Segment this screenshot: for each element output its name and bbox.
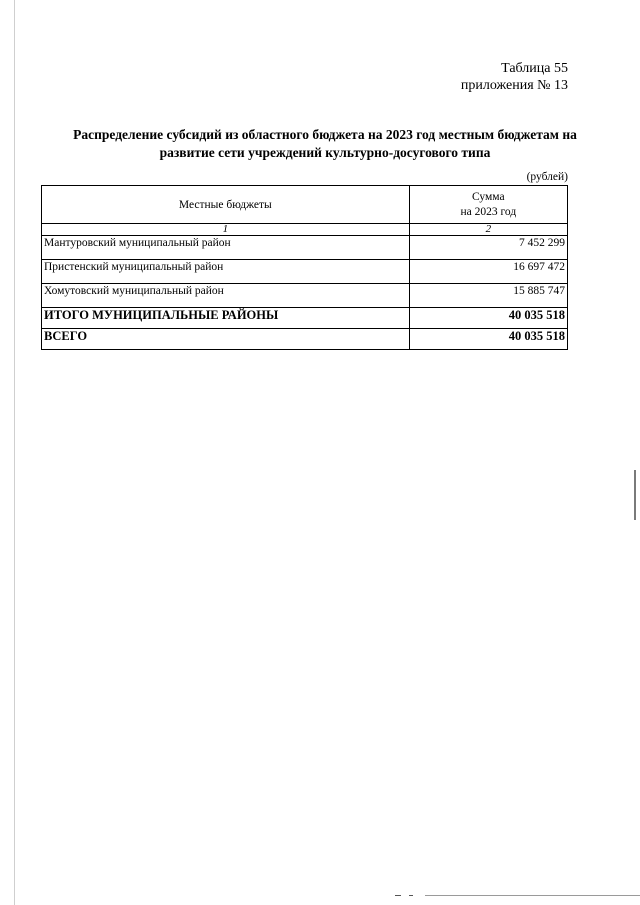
table-row (42, 236, 568, 260)
row-sum: 15 885 747 (409, 284, 567, 308)
header-local-budgets: Местные бюджеты (42, 186, 410, 224)
scan-mark (395, 895, 401, 896)
table-number: Таблица 55 (501, 61, 568, 76)
column-number-row (42, 224, 568, 236)
total-label: ИТОГО МУНИЦИПАЛЬНЫЕ РАЙОНЫ (42, 308, 410, 329)
column-number-1: 1 (42, 224, 410, 236)
grand-total-sum: 40 035 518 (409, 329, 567, 350)
title-line-2: развитие сети учреждений культурно-досугового типа (159, 145, 491, 160)
table-header-row (42, 186, 568, 224)
table-reference (461, 60, 568, 94)
title-line-1: Распределение субсидий из областного бюджета на 2023 год местным бюджетам на (73, 127, 577, 142)
scan-mark (409, 895, 413, 896)
scan-edge-right (634, 470, 636, 520)
table-row (42, 284, 568, 308)
document-title (40, 126, 610, 162)
row-name: Хомутовский муниципальный район (42, 284, 410, 308)
units-label: (рублей) (526, 171, 568, 183)
row-sum: 16 697 472 (409, 260, 567, 284)
scan-mark (425, 895, 640, 896)
total-row-grand (42, 329, 568, 350)
header-sum (409, 186, 567, 224)
row-sum: 7 452 299 (409, 236, 567, 260)
row-name: Пристенский муниципальный район (42, 260, 410, 284)
header-sum-line-1: Сумма (472, 190, 505, 203)
header-sum-line-2: на 2023 год (460, 205, 517, 218)
scan-bottom-marks (395, 893, 640, 899)
total-row-municipal (42, 308, 568, 329)
table-row (42, 260, 568, 284)
row-name: Мантуровский муниципальный район (42, 236, 410, 260)
appendix-number: приложения № 13 (460, 78, 568, 93)
column-number-2: 2 (409, 224, 567, 236)
subsidy-table (41, 185, 568, 350)
total-sum: 40 035 518 (409, 308, 567, 329)
scan-edge-left (14, 0, 15, 905)
grand-total-label: ВСЕГО (42, 329, 410, 350)
